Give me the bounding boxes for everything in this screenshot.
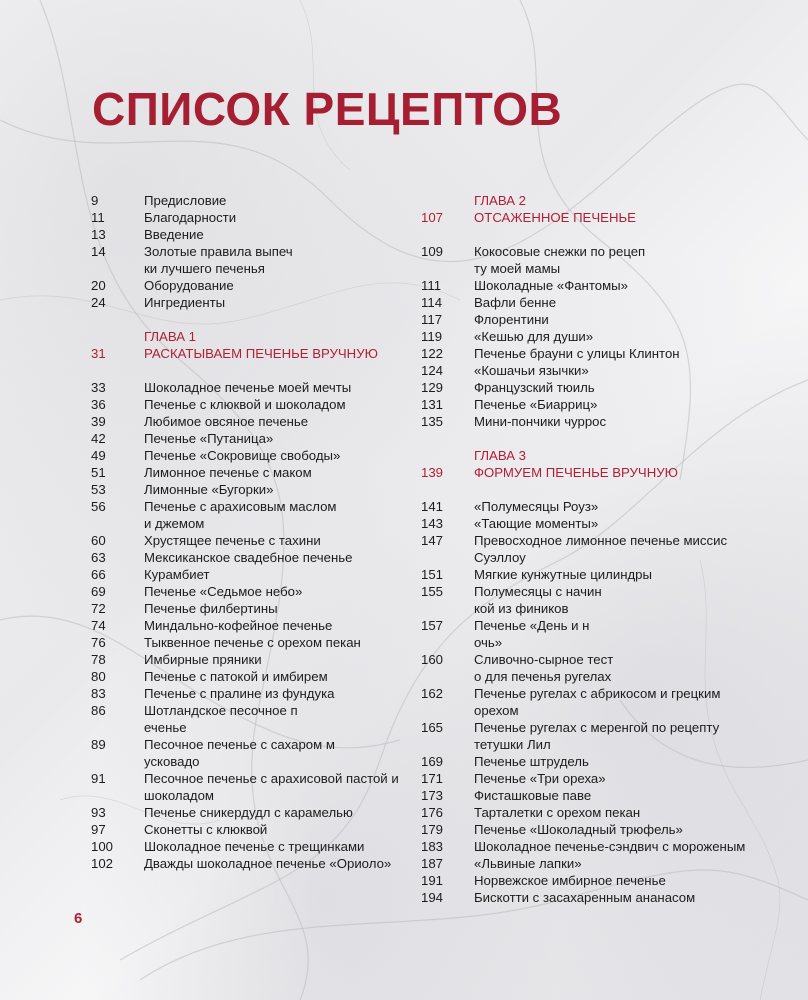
- toc-entry[interactable]: [91, 447, 401, 464]
- toc-page-number: 169: [421, 754, 444, 769]
- toc-entry[interactable]: [91, 294, 401, 311]
- toc-entry[interactable]: [421, 328, 751, 345]
- spacer: [421, 226, 751, 243]
- toc-title: Печенье брауни с улицы Клинтон: [474, 346, 680, 361]
- chapter-heading[interactable]: [421, 447, 751, 464]
- toc-page-number: 83: [91, 686, 106, 701]
- toc-page-number: 151: [421, 567, 444, 582]
- toc-title: Тарталетки с орехом пекан: [474, 805, 641, 820]
- toc-page-number: 139: [421, 465, 444, 480]
- toc-title: Печенье штрудель: [474, 754, 589, 769]
- toc-page-number: [421, 192, 474, 209]
- toc-page-number: 69: [91, 584, 106, 599]
- toc-title: Превосходное лимонное печенье миссис Суэллоу: [474, 533, 728, 565]
- toc-title: Оборудование: [144, 278, 234, 293]
- toc-page-number: 74: [91, 618, 106, 633]
- toc-page-number: 51: [91, 465, 106, 480]
- toc-page-number: 13: [91, 227, 106, 242]
- toc-entry[interactable]: [91, 821, 401, 838]
- toc-page-number: 173: [421, 788, 444, 803]
- toc-entry[interactable]: [91, 396, 401, 413]
- toc-entry[interactable]: [421, 651, 751, 685]
- toc-entry[interactable]: [421, 566, 751, 583]
- toc-page-number: 56: [91, 499, 106, 514]
- toc-page-number: 111: [421, 278, 442, 293]
- toc-title: Печенье с клюквой и шоколадом: [144, 397, 346, 412]
- toc-page-number: 119: [421, 329, 443, 344]
- toc-page-number: 187: [421, 856, 444, 871]
- toc-entry[interactable]: [91, 651, 401, 668]
- toc-entry[interactable]: [421, 889, 751, 906]
- toc-title: ГЛАВА 1: [144, 329, 197, 344]
- toc-page-number: 147: [421, 533, 444, 548]
- toc-page-number: 179: [421, 822, 444, 837]
- toc-title: Золотые правила выпеч ки лучшего печенья: [144, 244, 293, 276]
- toc-entry[interactable]: [421, 821, 751, 838]
- toc-page-number: 66: [91, 567, 106, 582]
- toc-page-number: 39: [91, 414, 106, 429]
- toc-page-number: 78: [91, 652, 106, 667]
- toc-title: Печенье с патокой и имбирем: [144, 669, 328, 684]
- toc-entry[interactable]: [421, 311, 751, 328]
- toc-entry[interactable]: [421, 787, 751, 804]
- toc-entry[interactable]: [421, 413, 751, 430]
- toc-title: Ингредиенты: [144, 295, 226, 310]
- toc-page-number: 60: [91, 533, 106, 548]
- toc-title: «Львиные лапки»: [474, 856, 582, 871]
- toc-entry[interactable]: [421, 294, 751, 311]
- toc-title: Любимое овсяное печенье: [144, 414, 309, 429]
- page-title: СПИСОК РЕЦЕПТОВ: [92, 83, 563, 135]
- toc-title: Шоколадное печенье с трещинками: [144, 839, 365, 854]
- spacer: [421, 430, 751, 447]
- toc-page-number: 53: [91, 482, 106, 497]
- toc-entry[interactable]: [91, 583, 401, 600]
- toc-page-number: 20: [91, 278, 106, 293]
- toc-title: «Кошачьи язычки»: [474, 363, 589, 378]
- toc-title: Печенье «Сокровище свободы»: [144, 448, 341, 463]
- toc-page-number: 91: [91, 771, 106, 786]
- toc-page-number: 14: [91, 244, 106, 259]
- toc-title: ГЛАВА 3: [474, 448, 527, 463]
- toc-title: Бискотти с засахаренным ананасом: [474, 890, 696, 905]
- toc-entry[interactable]: [91, 192, 401, 209]
- toc-title: Мягкие кунжутные цилиндры: [474, 567, 652, 582]
- toc-title: Имбирные пряники: [144, 652, 262, 667]
- toc-entry[interactable]: [421, 617, 751, 651]
- toc-page-number: 107: [421, 210, 444, 225]
- toc-page-number: 11: [91, 210, 105, 225]
- toc-entry[interactable]: [421, 345, 751, 362]
- toc-page-number: [421, 447, 474, 464]
- toc-page-number: 24: [91, 295, 106, 310]
- toc-page-number: 33: [91, 380, 106, 395]
- toc-entry[interactable]: [91, 379, 401, 396]
- toc-entry[interactable]: [91, 498, 401, 532]
- page-number: 6: [74, 910, 83, 927]
- toc-entry[interactable]: [91, 668, 401, 685]
- toc-page-number: 143: [421, 516, 444, 531]
- toc-entry[interactable]: [91, 770, 401, 804]
- toc-title: Предисловие: [144, 193, 227, 208]
- toc-title: Печенье «Биарриц»: [474, 397, 598, 412]
- toc-entry[interactable]: [91, 464, 401, 481]
- toc-page-number: 42: [91, 431, 106, 446]
- toc-page-number: 165: [421, 720, 444, 735]
- toc-title: ГЛАВА 2: [474, 193, 527, 208]
- toc-entry[interactable]: [421, 532, 751, 566]
- toc-page-number: 63: [91, 550, 106, 565]
- toc-entry[interactable]: [421, 362, 751, 379]
- toc-page-number: 72: [91, 601, 106, 616]
- toc-page-number: 80: [91, 669, 106, 684]
- toc-title: Печенье сникердудл с карамелью: [144, 805, 353, 820]
- toc-title: Шоколадное печенье моей мечты: [144, 380, 352, 395]
- toc-title: ОТСАЖЕННОЕ ПЕЧЕНЬЕ: [474, 210, 636, 225]
- toc-page-number: 129: [421, 380, 444, 395]
- chapter-heading[interactable]: [421, 464, 751, 481]
- toc-entry[interactable]: [91, 566, 401, 583]
- toc-entry[interactable]: [421, 583, 751, 617]
- toc-page-number: 9: [91, 193, 99, 208]
- toc-page-number: 135: [421, 414, 444, 429]
- toc-page-number: 114: [421, 295, 443, 310]
- toc-page-number: 171: [421, 771, 444, 786]
- toc-title: РАСКАТЫВАЕМ ПЕЧЕНЬЕ ВРУЧНУЮ: [144, 346, 378, 361]
- toc-title: Печенье филбертины: [144, 601, 278, 616]
- toc-page-number: 31: [91, 346, 106, 361]
- toc-entry[interactable]: [91, 804, 401, 821]
- toc-entry[interactable]: [91, 243, 401, 277]
- toc-entry[interactable]: [421, 243, 751, 277]
- toc-title: Полумесяцы с начин кой из фиников: [474, 584, 602, 616]
- chapter-heading[interactable]: [91, 345, 401, 362]
- toc-page-number: 191: [421, 873, 444, 888]
- toc-title: Мини-пончики чуррос: [474, 414, 607, 429]
- toc-entry[interactable]: [421, 719, 751, 753]
- toc-page-number: 194: [421, 890, 444, 905]
- toc-entry[interactable]: [421, 838, 751, 855]
- toc-title: Миндально-кофейное печенье: [144, 618, 333, 633]
- toc-entry[interactable]: [421, 770, 751, 787]
- toc-title: Печенье «Три ореха»: [474, 771, 606, 786]
- toc-page-number: 89: [91, 737, 106, 752]
- toc-page-number: 141: [421, 499, 444, 514]
- toc-entry[interactable]: [91, 532, 401, 549]
- toc-entry[interactable]: [421, 872, 751, 889]
- toc-entry[interactable]: [421, 379, 751, 396]
- toc-page-number: 86: [91, 703, 106, 718]
- toc-page-number: 155: [421, 584, 444, 599]
- toc-page-number: 157: [421, 618, 444, 633]
- toc-title: Песочное печенье с арахисовой пастой и шоколадом: [144, 771, 399, 803]
- toc-title: Песочное печенье с сахаром м усковадо: [144, 737, 335, 769]
- toc-entry[interactable]: [91, 209, 401, 226]
- toc-entry[interactable]: [91, 617, 401, 634]
- toc-title: «Полумесяцы Роуз»: [474, 499, 599, 514]
- toc-entry[interactable]: [91, 277, 401, 294]
- toc-entry[interactable]: [91, 226, 401, 243]
- toc-page-number: 49: [91, 448, 106, 463]
- toc-title: Флорентини: [474, 312, 549, 327]
- toc-title: Печенье с арахисовым маслом и джемом: [144, 499, 337, 531]
- toc-title: Мексиканское свадебное печенье: [144, 550, 353, 565]
- chapter-heading[interactable]: [421, 209, 751, 226]
- toc-title: Печенье с пралине из фундука: [144, 686, 335, 701]
- toc-title: «Кешью для души»: [474, 329, 594, 344]
- toc-left-column: [91, 192, 401, 872]
- toc-title: Французский тюиль: [474, 380, 595, 395]
- toc-title: Норвежское имбирное печенье: [474, 873, 666, 888]
- toc-title: Тыквенное печенье с орехом пекан: [144, 635, 361, 650]
- toc-entry[interactable]: [91, 685, 401, 702]
- toc-page-number: 93: [91, 805, 106, 820]
- toc-title: «Тающие моменты»: [474, 516, 599, 531]
- toc-entry[interactable]: [421, 753, 751, 770]
- toc-page-number: 97: [91, 822, 106, 837]
- toc-entry[interactable]: [91, 838, 401, 855]
- toc-title: Введение: [144, 227, 204, 242]
- toc-page-number: 122: [421, 346, 444, 361]
- toc-title: Сливочно-сырное тест о для печенья ругелах: [474, 652, 614, 684]
- toc-page-number: [91, 328, 144, 345]
- toc-entry[interactable]: [91, 600, 401, 617]
- toc-title: Печенье «Путаница»: [144, 431, 274, 446]
- toc-page-number: 162: [421, 686, 444, 701]
- toc-page-number: 176: [421, 805, 444, 820]
- toc-page-number: 36: [91, 397, 106, 412]
- spacer: [421, 481, 751, 498]
- toc-entry[interactable]: [91, 481, 401, 498]
- toc-title: Печенье «День и н очь»: [474, 618, 590, 650]
- toc-title: Хрустящее печенье с тахини: [144, 533, 321, 548]
- toc-entry[interactable]: [421, 685, 751, 719]
- toc-title: Печенье «Шоколадный трюфель»: [474, 822, 683, 837]
- toc-title: Фисташковые паве: [474, 788, 592, 803]
- toc-entry[interactable]: [91, 549, 401, 566]
- toc-entry[interactable]: [91, 634, 401, 651]
- toc-right-column: [421, 192, 751, 906]
- toc-page-number: 124: [421, 363, 444, 378]
- spacer: [91, 311, 401, 328]
- toc-entry[interactable]: [421, 804, 751, 821]
- toc-title: Благодарности: [144, 210, 237, 225]
- toc-title: Печенье ругелах с меренгой по рецепту тетушки Лил: [474, 720, 720, 752]
- toc-entry[interactable]: [421, 277, 751, 294]
- toc-entry[interactable]: [91, 430, 401, 447]
- toc-page-number: 117: [421, 312, 443, 327]
- toc-title: Шоколадные «Фантомы»: [474, 278, 628, 293]
- toc-entry[interactable]: [421, 498, 751, 515]
- toc-title: Вафли бенне: [474, 295, 557, 310]
- toc-title: Шоколадное печенье-сэндвич с мороженым: [474, 839, 746, 854]
- toc-entry[interactable]: [421, 396, 751, 413]
- toc-page-number: 131: [421, 397, 444, 412]
- toc-page-number: 100: [91, 839, 114, 854]
- toc-title: Печенье «Седьмое небо»: [144, 584, 303, 599]
- chapter-heading[interactable]: [421, 192, 751, 209]
- toc-entry[interactable]: [91, 855, 401, 872]
- toc-page-number: 160: [421, 652, 444, 667]
- toc-title: Лимонные «Бугорки»: [144, 482, 274, 497]
- toc-page-number: 76: [91, 635, 106, 650]
- toc-page-number: 183: [421, 839, 444, 854]
- toc-title: Лимонное печенье с маком: [144, 465, 312, 480]
- toc-title: ФОРМУЕМ ПЕЧЕНЬЕ ВРУЧНУЮ: [474, 465, 678, 480]
- toc-page-number: 109: [421, 244, 444, 259]
- toc-entry[interactable]: [91, 702, 401, 736]
- toc-title: Дважды шоколадное печенье «Ориоло»: [144, 856, 392, 871]
- chapter-heading[interactable]: [91, 328, 401, 345]
- toc-entry[interactable]: [91, 736, 401, 770]
- toc-title: Курамбиет: [144, 567, 210, 582]
- toc-title: Кокосовые снежки по рецеп ту моей мамы: [474, 244, 646, 276]
- toc-entry[interactable]: [421, 515, 751, 532]
- toc-entry[interactable]: [91, 413, 401, 430]
- toc-title: Шотландское песочное п еченье: [144, 703, 298, 735]
- toc-page-number: 102: [91, 856, 114, 871]
- toc-entry[interactable]: [421, 855, 751, 872]
- toc-title: Печенье ругелах с абрикосом и грецким орехом: [474, 686, 721, 718]
- spacer: [91, 362, 401, 379]
- toc-title: Сконетты с клюквой: [144, 822, 268, 837]
